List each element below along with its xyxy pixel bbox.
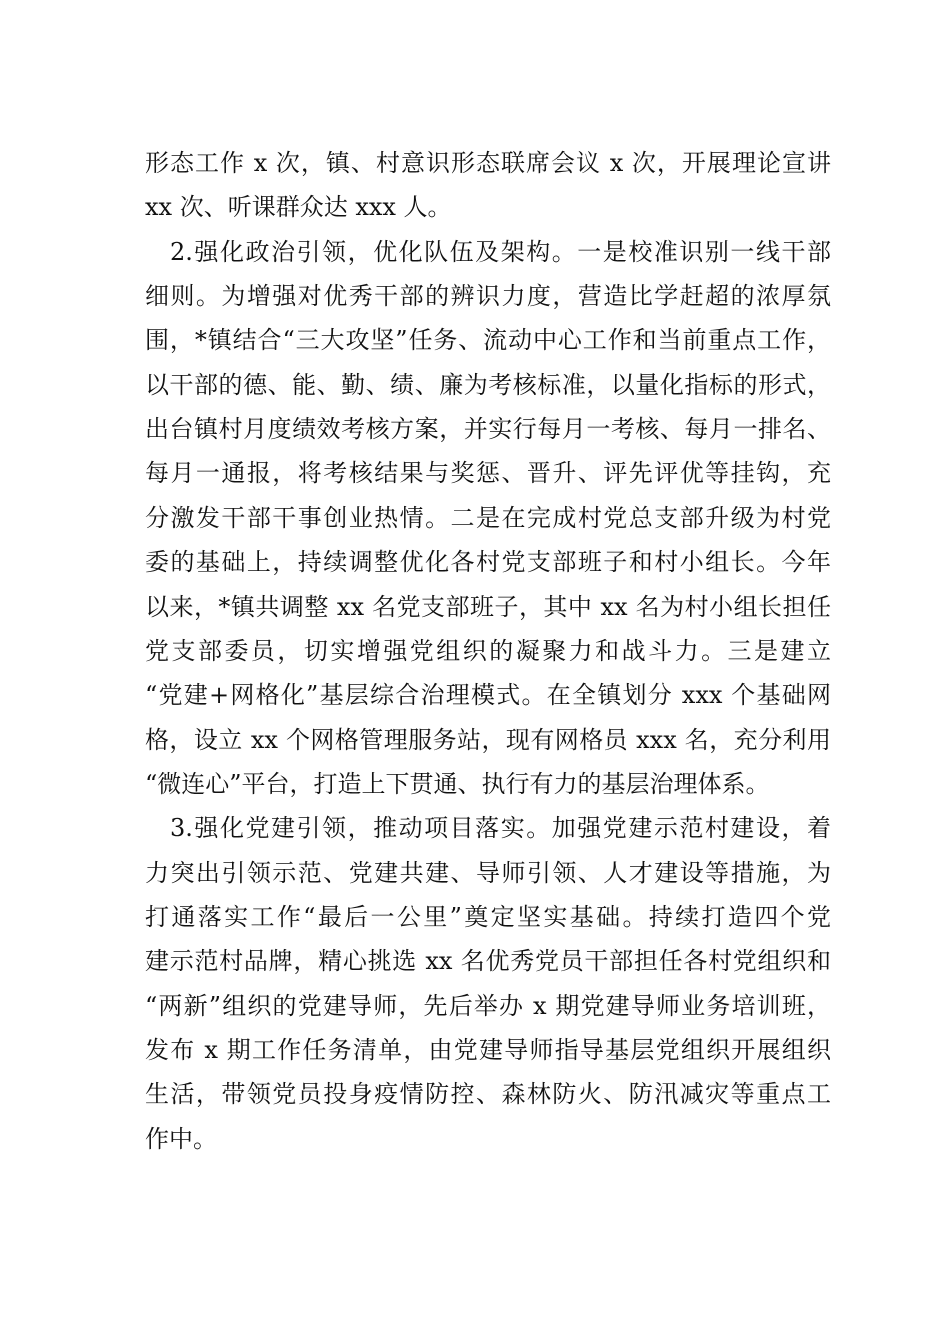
text-line: 以来，*镇共调整 xx 名党支部班子，其中 xx 名为村小组长担任 <box>145 592 831 621</box>
text-line: 形态工作 x 次，镇、村意识形态联席会议 x 次，开展理论宣讲 <box>145 149 831 177</box>
text-line: “两新”组织的党建导师，先后举办 x 期党建导师业务培训班， <box>145 991 831 1020</box>
text-line: 细则。为增强对优秀干部的辨识力度，营造比学赶超的浓厚氛 <box>145 282 831 311</box>
text-line: 格，设立 xx 个网格管理服务站，现有网格员 xxx 名，充分利用 <box>145 725 831 754</box>
text-line: 出台镇村月度绩效考核方案，并实行每月一考核、每月一排名、 <box>145 415 831 444</box>
text-line: 2.强化政治引领，优化队伍及架构。一是校准识别一线干部 <box>170 237 831 266</box>
text-line: “党建+网格化”基层综合治理模式。在全镇划分 xxx 个基础网 <box>145 681 831 710</box>
text-line: 生活，带领党员投身疫情防控、森林防火、防汛减灾等重点工 <box>145 1080 831 1109</box>
text-line: 党支部委员，切实增强党组织的凝聚力和战斗力。三是建立 <box>145 636 831 665</box>
text-line: 以干部的德、能、勤、绩、廉为考核标准，以量化指标的形式， <box>145 370 831 399</box>
text-line: 打通落实工作“最后一公里”奠定坚实基础。持续打造四个党 <box>145 902 831 931</box>
text-line: 力突出引领示范、党建共建、导师引领、人才建设等措施，为 <box>145 858 831 887</box>
text-line: 建示范村品牌，精心挑选 xx 名优秀党员干部担任各村党组织和 <box>145 947 831 976</box>
text-line: “微连心”平台，打造上下贯通、执行有力的基层治理体系。 <box>145 769 770 798</box>
text-line: 分激发干部干事创业热情。二是在完成村党总支部升级为村党 <box>145 503 831 532</box>
text-line: 委的基础上，持续调整优化各村党支部班子和村小组长。今年 <box>145 548 831 577</box>
text-line: 围，*镇结合“三大攻坚”任务、流动中心工作和当前重点工作， <box>145 326 831 355</box>
text-line: 每月一通报，将考核结果与奖惩、晋升、评先评优等挂钩，充 <box>145 459 831 488</box>
text-line: xx 次、听课群众达 xxx 人。 <box>145 193 452 222</box>
text-line: 作中。 <box>145 1124 217 1153</box>
text-line: 发布 x 期工作任务清单，由党建导师指导基层党组织开展组织 <box>145 1036 831 1064</box>
text-line: 3.强化党建引领，推动项目落实。加强党建示范村建设，着 <box>170 814 831 843</box>
